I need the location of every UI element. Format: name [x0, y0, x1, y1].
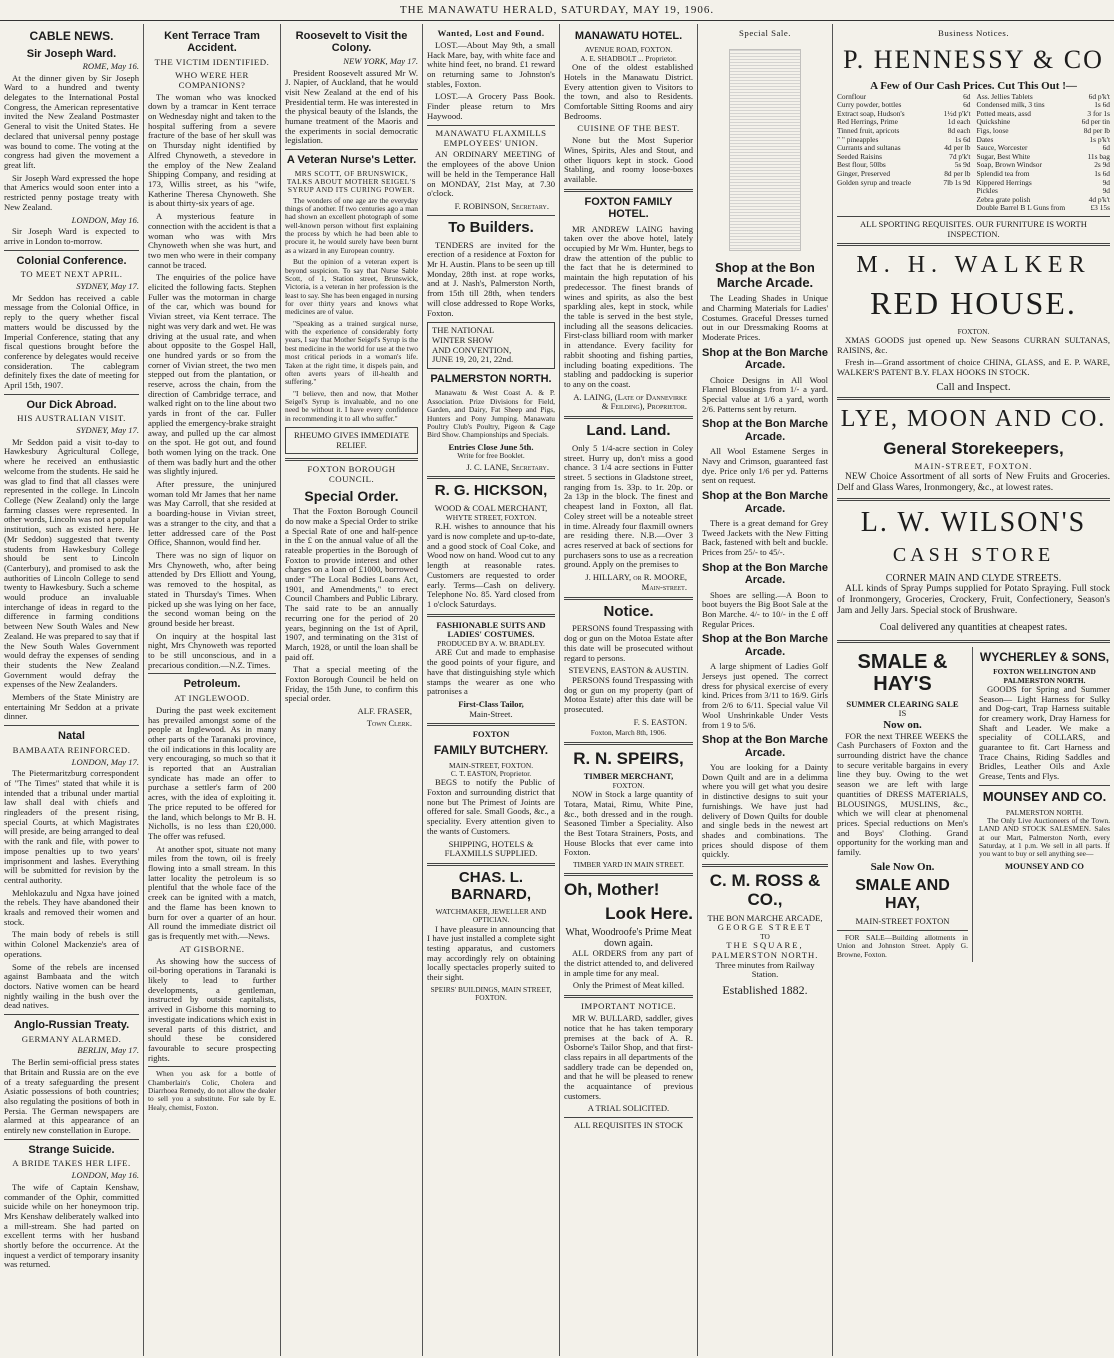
article-text: After pressure, the uninjured woman told Mr James that her name was May Carroll, that she resided at a boarding-house in Vivian street, was a stranger to the city, and that a letter addressed care of the Post Office, Shannon, would find her. [148, 479, 276, 548]
divider [564, 1117, 693, 1118]
price-item: Sugar, Best White [976, 151, 1031, 161]
advert-heading: MANAWATU HOTEL. [574, 30, 683, 42]
advert-line: AVENUE ROAD, FOXTON. [584, 45, 673, 55]
advert-line: ALL REQUISITES IN STOCK [573, 1120, 684, 1131]
advert-text: ALL kinds of Spray Pumps supplied for Potato Spraying. Full stock of Ironmongery, Groceries, Crockery, Fruit, Confectionery, Season's Jam and Jelly Jars. Special stock of Brushware. [837, 584, 1110, 616]
price-value: 9d [1102, 177, 1110, 187]
price-item: Condensed milk, 3 tins [976, 100, 1045, 110]
advert-text: PERSONS found Trespassing with dog or gun on my property (part of Motoa Estate) after this date will be prosecuted. [564, 674, 693, 715]
price-value: 6d [1102, 143, 1110, 153]
price-value: 1s 6d [1094, 100, 1110, 110]
article-subheading: HIS AUSTRALIAN VISIT. [17, 413, 126, 424]
advert-text: ALL ORDERS from any part of the district attended to, and delivered in ample time for any meal. [564, 948, 693, 978]
advert-line: First-Class Tailor, [458, 698, 524, 709]
section-heading: Special Sale. [739, 28, 791, 38]
advert-text: BEGS to notify the Public of Foxton and surrounding district that none but The Primest of Joints are offered for sale. Small Goods, &c., a speciality. Every attention given to the wants of Customers. [427, 777, 555, 836]
advert-line: Foxton, March 8th, 1906. [590, 728, 667, 738]
advert-text: R.H. wishes to announce that his yard is now complete and up-to-date, and a good stock of Coal Coke, and Wood now on hand. Wood cut to any length at reasonable rates. Customers are requested to order early. Terms—Cash on delivery. Telephone No. 85. Yard closed from 1 o'clock Saturdays. [427, 521, 555, 609]
price-value: 6d per tin [1081, 117, 1110, 127]
advert-heading: L. W. WILSON'S [860, 506, 1087, 538]
price-item: Zebra grate polish [976, 194, 1031, 204]
article-text: "I believe, then and now, that Mother Seigel's Syrup is invaluable, and no one need be without it. I have every confidence in recommending it to all who suffer." [285, 388, 418, 423]
article-text: Sir Joseph Ward is expected to arrive in London to-morrow. [4, 226, 139, 246]
advert-text: MR ANDREW LAING having taken over the above hotel, lately occupied by Mr Wm. Hunter, begs to draw the attention of the public to the fact that he is determined to maintain the high reputation of his predecessor. The finest brands of wines and spirits, as also the best sparkling ales, kept in stock, while the table is served in the best style, including all the seasons delicacies. First-class billiard room with marker in attendance. Every facility for rabbit shooting and fishing parties, including boating expeditions. The stabling and paddocking is superior to any on the coast. [564, 223, 693, 389]
article-subheading: AT GISBORNE. [179, 943, 245, 954]
article-heading: Sir Joseph Ward. [26, 47, 117, 60]
small-advert: When you ask for a bottle of Chamberlain's Colic, Cholera and Diarrhoea Remedy, do not allow the dealer to sell you a substitute. For sale by E. Healy, chemist, Foxton. [148, 1069, 276, 1112]
price-item: Figs, loose [976, 126, 1009, 136]
article-heading: Our Dick Abroad. [26, 398, 117, 411]
article-text: Mehlokazulu and Ngxa have joined the rebels. They have abandoned their kraals and removed their women and stock. [4, 887, 139, 927]
advert-text: XMAS GOODS just opened up. New Seasons CURRAN SULTANAS, RAISINS, &c. [837, 334, 1110, 355]
dateline: LONDON, May 17. [71, 756, 139, 767]
advert-heading: Shop at the Bon Marche Arcade. [702, 561, 828, 587]
article-text: Sir Joseph Ward expressed the hope that Americs would soon enter into a restricted penny postage treaty with New Zealand. [4, 172, 139, 212]
price-value: 3 for 1s [1087, 108, 1110, 118]
advert-heading: Shop at the Bon Marche Arcade. [702, 734, 828, 759]
article-text: The wonders of one age are the everyday things of another. If two centuries ago a man had shown an excellent photograph of some well-known person without first explaining the process by which he had been able to procure it, he would surely have been burnt as a wizard in any European country. [285, 195, 418, 255]
signature: F. S. EASTON. [633, 716, 687, 727]
advert-text: Only 5 1/4-acre section in Coley street. Hurry up, don't miss a good chance. 3 1/4 acre sections in Futter street. 5 sections in Gladstone street, ranging from 1s. 33p. to 1r. 20p. or 2a 13p in the block. The finest and cheapest land in Foxton, all flat. Coley street will be a noteable street in time. Already four flaxmill owners are residing there. N.B.—Over 3 acres reserved at back of sections for purchasers sons to use as a recreation ground. Apply on the premises to [564, 442, 693, 570]
divider [285, 458, 418, 461]
advert-line: Only the Primest of Meat killed. [572, 980, 685, 991]
advert-line: MAIN-STREET, FOXTON. [914, 461, 1033, 472]
advert-line: WHYTE STREET, FOXTON. [445, 513, 537, 523]
price-value: 7d p'k't [949, 151, 971, 161]
advert-line: TIMBER MERCHANT, [583, 771, 674, 782]
price-item: Splendid tea from [976, 168, 1030, 178]
advert-line: AND CONVENTION, [432, 344, 512, 355]
price-value: 1s p'k't [1089, 134, 1110, 144]
notice-text: That the Foxton Borough Council do now make a Special Order to strike a Special Rate of one and half-pence in the £ on the annual value of all the rateable properties in the Borough of Foxton to provide interest and other charges on a loan of £1000, borrowed under "The Local Bodies Loans Act, 1901, and Amendments," to erect Council Chambers and Public Library. The said rate to be an annually recurring one for the period of 20 years, beginning on the 1st of April, 1907, and terminating on the 31st of March, 1928, or until the loan shall be paid off. [285, 506, 418, 662]
advert-line: TIMBER YARD IN MAIN STREET. [572, 860, 685, 870]
advert-text: A large shipment of Ladies Golf Jerseys just opened. The correct dress for physical exercise of every kind. Prices from 3/11 to 16/9. Girls from 2/6 to 6/11. Special value Vil Wool Unshrinkable Under Vests from 1 9 to 5/6. [702, 661, 828, 730]
article-text: The Pietermaritzburg correspondent of "The Times" stated that while it is intended that a tribunal under martial law shall deal with chiefs and ringleaders of the present rising, special Courts, at which Magistrates will preside, are being arranged to deal with the rank and file, with power to impose penalties up to two years' imprisonment and lashes. Everything will be submitted for revision by the central authority. [4, 768, 139, 885]
signature: Town Clerk. [366, 717, 412, 728]
notice-title: Special Order. [304, 488, 399, 505]
signature: A. LAING, (Late of Dannevirke & Feilding), Proprietor. [573, 391, 687, 412]
advert-line: SHIPPING, HOTELS & FLAXMILLS SUPPLIED. [444, 838, 538, 859]
article-text: Members of the State Ministry are entertaining Mr Seddon at a private dinner. [4, 692, 139, 722]
advert-heading: FOXTON FAMILY HOTEL. [584, 195, 673, 221]
advert-line: FOXTON [472, 729, 510, 740]
advert-subheading: CUISINE OF THE BEST. [577, 123, 680, 134]
price-item: Ass. Jellies Tablets [976, 91, 1033, 101]
column-news-3 [281, 26, 422, 1354]
article-subheading: MRS SCOTT, OF BRUNSWICK, TALKS ABOUT MOTHER SEIGEL'S SYRUP AND ITS CURING POWER. [286, 168, 417, 195]
advert-heading: FASHIONABLE SUITS AND LADIES' COSTUMES. [436, 619, 546, 640]
article-text: As showing how the success of oil-boring operations in Taranaki is likely to lead to further developments, a gentleman, instructed by outside capitalists, arrived in Gisborne this morning to investigate indications which exist in several parts of this district, and should these be considered favourable to secure prospecting rights. [148, 955, 276, 1063]
article-text: During the past week excitement has prevailed amongst some of the people at Inglewood. As in many other parts of the Taranaki province, the oil indications in this locality are very encouraging, so much so that it is reported that an Australian syndicate has made an offer to purchase a settler's farm of 200 acres, with the idea of exploiting it. The price reputed to be offered for the land, which belongs to Mr B. H. Nicholls, is no less than £20,000. The offer was refused. [148, 704, 276, 841]
dateline: BERLIN, May 17. [77, 1045, 139, 1056]
article-text: Mr Seddon paid a visit to-day to Hawkesbury Agricultural College, where he received an enthusiastic welcome from the students. He said he was glad to find that all classes were represented in the college. In Lincoln College (New Zealand) only the large farming classes were represented. In other words, Lincoln was not a popular institution, such as existed here. He (Mr Seddon) suggested that twenty students from Hawkesbury College should be sent to Lincoln (Canterbury), and promised to ask the authorities of Lincoln College to send twenty to Hawkesbury. Such a scheme would produce an invaluable interchange of ideas in regard to the difference in farming conditions between New South Wales and New Zealand. He was prepared to say that if the New South Wales Government would defray the expenses of sending their students the New Zealand Government would defray the expenses of the New Zealanders. [4, 436, 139, 690]
advert-heading: Shop at the Bon Marche Arcade. [702, 418, 828, 443]
advert-line: FOXTON. [957, 326, 990, 336]
column-adverts-1 [423, 26, 559, 1354]
advert-heading: Notice. [603, 602, 654, 620]
advert-text: Fresh in—Grand assortment of choice CHINA, GLASS, and E. P. WARE, WALKER'S PATENT B.Y. FLAX HOOKS IN STOCK. [837, 357, 1110, 377]
article-subheading: WHO WERE HER COMPANIONS? [175, 69, 249, 90]
price-value: 8d per lb [1083, 126, 1110, 136]
price-row [977, 204, 1111, 213]
divider [285, 149, 418, 150]
price-item: Red Herrings, Prime [837, 117, 898, 127]
article-heading: Colonial Conference. [16, 254, 127, 267]
advert-line: WINTER SHOW [432, 334, 493, 345]
price-item: Ginger, Preserved [837, 168, 891, 178]
divider [979, 785, 1110, 786]
article-heading: Natal [58, 730, 85, 743]
advert-line: THE BON MARCHE ARCADE, [707, 912, 823, 923]
column-business [833, 26, 1114, 1354]
article-heading: Roosevelt to Visit the Colony. [295, 30, 408, 55]
article-heading: Strange Suicide. [28, 1143, 115, 1156]
advert-text: LOST.—A Grocery Pass Book. Finder please return to Mrs Haywood. [427, 91, 555, 121]
signature: J. C. LANE, Secretary. [466, 461, 549, 472]
wycherley-mounsey-advert [979, 647, 1110, 963]
advert-text: All Wool Estamene Serges in Navy and Crimson, guaranteed fast dye. Price only 1/6 per yd. Patterns sent on request. [702, 446, 828, 486]
advert-text: You are looking for a Dainty Down Quilt and are in a delimma where you will get what you desire in distinctive designs to suit your furnishings. We have just had delivery of Down Quilts for double and single beds in the newest art shades and combinations. The prices should dispose of them quickly. [702, 762, 828, 860]
advert-line: PALMERSTON NORTH. [1005, 807, 1084, 817]
advert-heading: To Builders. [448, 218, 534, 236]
divider [4, 1139, 139, 1140]
divider [564, 597, 693, 600]
article-heading: Anglo-Russian Treaty. [13, 1019, 130, 1032]
advert-line: Coal delivered any quantities at cheapest rates. [879, 622, 1068, 634]
divider [427, 215, 555, 216]
advert-text: I have pleasure in announcing that I have just installed a complete sight testing apparatus, and customers may accordingly rely on obtaining locally spectacles properly suited to their sight. [427, 923, 555, 983]
advert-line: THE NATIONAL [432, 325, 495, 336]
divider [4, 725, 139, 726]
signature: F. ROBINSON, Secretary. [454, 200, 549, 211]
advert-line: JUNE 19, 20, 21, 22nd. [432, 354, 514, 365]
advert-text: Choice Designs in All Wool Flannel Blousings from 1/- a yard. Special value at 1/6 a yard, worth 2/6. Patterns sent by return. [702, 374, 828, 414]
article-text: At another spot, situate not many miles from the town, oil is freely flowing into a small stream. In this latter locality the petroleum is so plentiful that the whole face of the creek can be ignited with a match, and the flame has been known to burn for over a quarter of an hour. All round the immediate district oil gas is frequently met with.—News. [148, 843, 276, 941]
signature: STEVENS, EASTON & AUSTIN. [568, 665, 689, 676]
signature: J. HILLARY, or R. MOORE, Main-street. [585, 572, 687, 592]
price-item: Dates [976, 134, 994, 144]
article-subheading: BAMBAATA REINFORCED. [12, 744, 131, 755]
advert-text: None but the Most Superior Wines, Spirits, Ales and Stout, and other liquors kept in stock. Good Stabling, and roomy loose-boxes available. [564, 135, 693, 185]
advert-line: Now on. [883, 719, 922, 732]
advert-line: WATCHMAKER, JEWELLER AND OPTICIAN. [435, 906, 547, 925]
advert-line: SUMMER CLEARING SALE [846, 698, 959, 709]
advert-line: TO [760, 931, 770, 941]
price-value: 9d [1102, 186, 1110, 196]
price-value: 6d p'k't [1088, 91, 1110, 101]
masthead [0, 0, 1114, 21]
advert-text: There is a great demand for Grey Tweed Jackets with the New Fitting Back, fastened with belt and buckle. Prices from 25/- to 45/-. [702, 517, 828, 558]
price-item: Sauce, Worcester [976, 143, 1028, 153]
advert-line: FOXTON WELLINGTON AND PALMERSTON NORTH. [993, 667, 1096, 685]
article-text: "Speaking as a trained surgical nurse, with the experience of considerably forty years, I say that Mother Seigel's Syrup is the best medicine in the world for use at the two most critical periods in a woman's life. Taken at the right time, it dispels pain, and often averts years of ill-health and suffering." [285, 318, 418, 387]
dateline: ROME, May 16. [82, 60, 139, 71]
advert-line: WOOD & COAL MERCHANT, [434, 503, 548, 514]
bottom-adverts [837, 647, 1110, 963]
masthead-title: THE MANAWATU HERALD, SATURDAY, MAY 19, 1906. [399, 4, 715, 16]
advert-heading: FAMILY BUTCHERY. [433, 743, 549, 758]
advert-text: The Only Live Auctioneers of the Town. LAND AND STOCK SALESMEN. Sales at our Mart, Palmerston North, every Saturday, at 1 p.m. We sell in all parts. If you want to buy or sell anything see— [979, 815, 1110, 859]
price-value: 11s bag [1087, 151, 1110, 161]
advert-line: Write for free Booklet. [457, 451, 525, 461]
article-subheading: AT INGLEWOOD. [174, 692, 250, 703]
advert-heading: C. M. ROSS & CO., [709, 871, 821, 910]
price-item: Tinned fruit, apricots [837, 126, 900, 136]
advert-heading: Look Here. [605, 903, 693, 923]
advert-heading: PALMERSTON NORTH. [430, 373, 552, 386]
price-item: Quickshine [976, 117, 1011, 127]
advert-text: FOR SALE—Building allotments in Union and Johnston Street. Apply G. Browne, Foxton. [837, 933, 968, 959]
advert-text: Manawatu & West Coast A. & P. Association. Prize Divisions for Field, Garden, and Dairy, Fat Sheep and Pigs, Hunters and Pony Jumping. Manawatu Poultry Club's Poultry, Pigeon & Cage Bird Show. Championships and Specials. [427, 388, 555, 440]
advert-line: IS [898, 708, 907, 719]
price-column-left [837, 93, 971, 213]
price-value: 7lb 1s 9d [943, 177, 971, 187]
divider [148, 1066, 276, 1067]
notice-heading: FOXTON BOROUGH COUNCIL. [307, 464, 396, 485]
advert-line: Sale Now On. [870, 860, 935, 873]
divider [837, 930, 968, 931]
price-item: Currants and sultanas [837, 143, 901, 153]
price-row [837, 179, 971, 188]
divider [4, 250, 139, 251]
dateline: SYDNEY, May 17. [76, 280, 139, 291]
divider [427, 476, 555, 479]
advert-heading: SMALE AND HAY, [855, 877, 950, 913]
dateline: NEW YORK, May 17. [343, 55, 418, 66]
divider [427, 125, 555, 126]
article-heading: Petroleum. [183, 678, 241, 691]
section-heading: Wanted, Lost and Found. [437, 28, 545, 38]
dateline: LONDON, May 16. [71, 214, 139, 225]
price-value: 1½d p'k't [943, 108, 971, 118]
advert-heading: Shop at the Bon Marche Arcade. [702, 490, 828, 515]
article-heading: Kent Terrace Tram Accident. [164, 30, 260, 55]
advert-heading: Shop at the Bon Marche Arcade. [702, 346, 828, 372]
price-value: 4d per lb [944, 143, 971, 153]
advert-line: MAIN-STREET, FOXTON. [448, 760, 534, 770]
price-item: Kippered Herrings [976, 177, 1032, 187]
notice-text: That a special meeting of the Foxton Borough Council be held on Friday, the 15th June, to confirm this special order. [285, 664, 418, 704]
price-list [837, 93, 1110, 213]
advert-line: A TRIAL SOLICITED. [587, 1103, 670, 1114]
advert-text: FOR the next THREE WEEKS the Cash Purchasers of Foxton and the surrounding district have the chance to secure veritable bargains in every line they buy. Owing to the wet season we are left with large quantities of DRESS MATERIALS, BLOUSINGS, MUSLINS, &c., which we will clear at phenomenal prices. Special reductions on Men's and Boys' Clothing. Grand opportunity for the working man and family. [837, 730, 968, 858]
advert-text: TENDERS are invited for the erection of a residence at Foxton for Mr H. Austin. Plans to be seen up till Monday, 28th inst. at rope works, and at J. Nash's, Palmerston North, from 15th till 28th, when tenders will close addressed to Rope Works, Foxton. [427, 239, 555, 318]
divider [837, 498, 1110, 501]
advert-line: PALMERSTON NORTH. [711, 949, 819, 960]
price-value: 1s 6d [954, 134, 971, 144]
divider [564, 416, 693, 419]
advert-text: The Leading Shades in Unique and Charming Materials for Ladies' Costumes. Graceful Dresses turned out in our Dressmaking Rooms at Moderate Prices. [702, 293, 828, 343]
article-text: Some of the rebels are incensed against Bambaata and the witch doctors. Native women can be heard nightly wailing in the bush over the dead natives. [4, 961, 139, 1011]
column-news [0, 26, 143, 1354]
advert-heading: General Storekeepers, [883, 439, 1064, 459]
advert-heading: R. G. HICKSON, [434, 482, 548, 500]
price-value: 5s 9d [954, 160, 971, 170]
divider [702, 864, 828, 867]
advert-heading: CASH STORE [892, 544, 1055, 567]
article-text: But the opinion of a veteran expert is beyond suspicion. To say that Nurse Sable Scott, of 1, Station street, Brunswick, Victoria, is a veteran in her profession is the least to say. She has been engaged in nursing for over thirty years and knows what medicines are of value. [285, 257, 418, 317]
article-subheading: TO MEET NEXT APRIL. [20, 269, 123, 280]
advert-heading: CHAS. L. BARNARD, [451, 868, 531, 903]
article-text: A mysterious feature in connection with the accident is that a woman who was with Mrs Chynoweth when she was hurt, and two men who were in their company cannot be traced. [148, 211, 276, 270]
advert-text: MR W. BULLARD, saddler, gives notice that he has taken temporary premises at the back of A. R. Osborne's Tailor Shop, and that first-class repairs in all departments of the saddlery trade can be depended on, and that he will be pleased to renew the acquaintance of previous customers. [564, 1013, 693, 1101]
divider [427, 614, 555, 617]
article-text: The main body of rebels is still within Colonel Mackenzie's area of operations. [4, 929, 139, 959]
advert-heading: Oh, Mother! [564, 880, 660, 900]
advert-line: Established 1882. [722, 983, 808, 998]
divider [564, 742, 693, 745]
price-item: " " pineapples [837, 134, 879, 144]
smale-hay-advert [837, 647, 973, 963]
advert-subheading: IMPORTANT NOTICE. [580, 1001, 677, 1012]
article-subheading: GERMANY ALARMED. [21, 1033, 122, 1044]
article-text: There was no sign of liquor on Mrs Chynoweth, who, after being attended by Drs Elliott and Young, was removed to the hospital, as stated in Thursday's Times. When picked up she was lying on her face, the second woman being on the ground beside her breast. [148, 550, 276, 628]
advert-line: C. T. EASTON, Proprietor. [450, 769, 532, 778]
section-heading: CABLE NEWS. [29, 29, 114, 43]
advert-text: LOST.—About May 9th, a small Hack Mare, bay, with white face and white hind feet, no brand. £1 reward on returning same to Johnston's stables, Foxton. [427, 39, 555, 89]
signature: ALF. FRASER, [357, 706, 412, 717]
article-text: The Berlin semi-official press states that Britain and Russia are on the eve of a treaty safeguarding the present Asiatic possessions of both countries; also regulating the positions of both in Persia. The German newspapers are alarmed at this appearance of an entirely new constellation in Europe. [4, 1057, 139, 1136]
price-item: Pickles [976, 186, 998, 196]
divider [564, 873, 693, 876]
article-subheading: A BRIDE TAKES HER LIFE. [12, 1158, 131, 1169]
advert-line: A. E. SHADBOLT ... Proprietor. [580, 53, 677, 63]
dateline: LONDON, May 16. [71, 1170, 139, 1181]
advert-line: A Few of Our Cash Prices. Cut This Out !— [870, 80, 1077, 93]
price-value: 1s 6d [1094, 168, 1110, 178]
advert-text: AN ORDINARY MEETING of the employees of the above Union will be held in the Temperance Hall on MONDAY, 21st May, at 7.30 o'clock. [427, 149, 555, 199]
price-item: Soap, Brown Windsor [976, 160, 1042, 170]
divider [564, 995, 693, 998]
price-item: Double Barrel B L Guns from [976, 203, 1066, 213]
advert-text: NEW Choice Assortment of all sorts of New Fruits and Groceries. Delf and Glass Wares, Ironmongery, &c., at lowest rates. [837, 472, 1110, 493]
rheumo-advert: RHEUMO GIVES IMMEDIATE RELIEF. [285, 427, 418, 454]
advert-line: CORNER MAIN AND CLYDE STREETS. [885, 572, 1062, 584]
article-heading: A Veteran Nurse's Letter. [286, 154, 417, 167]
advert-line: FOXTON. [612, 780, 645, 790]
price-item: Seeded Raisins [837, 151, 882, 161]
divider [427, 723, 555, 726]
advert-line: MAIN-STREET FOXTON [855, 916, 950, 927]
divider [837, 397, 1110, 400]
advert-heading: MANAWATU FLAXMILLS EMPLOYEES' UNION. [435, 127, 547, 148]
advert-line: MOUNSEY AND CO [1005, 860, 1084, 871]
column-adverts-3 [698, 26, 832, 1354]
advert-heading: RED HOUSE. [870, 285, 1077, 322]
price-item: Curry powder, bottles [837, 100, 902, 110]
divider [837, 216, 1110, 217]
price-item: Best flour, 50lbs [837, 160, 886, 170]
divider [564, 189, 693, 192]
advert-heading: M. H. WALKER [856, 252, 1091, 279]
price-value: 6d [963, 91, 971, 101]
advert-text: GOODS for Spring and Summer Season— Light Harness for Sulky and Dog-cart, Trap Harness suitable for creamery work, Dray Harness for Shaft and Leader. We make a speciality of COLLARS, and guarantee to fit. Cart Harness and Trace Chains, Riding Saddles and Bridles, Leather Oils and Axle Grease, Tents and Flys. [979, 683, 1110, 782]
advert-heading: Shop at the Bon Marche Arcade. [702, 633, 828, 658]
advert-text: ARE Cut and made to emphasise the good points of your figure, and have that distinguishing style which stamps the wearer as one who patronises a [427, 647, 555, 697]
advert-line: Call and Inspect. [936, 380, 1011, 393]
advert-line: PRODUCED BY A. W. BRADLEY. [437, 639, 545, 649]
advert-line: THE SQUARE, [726, 940, 804, 951]
article-text: At the dinner given by Sir Joseph Ward to a hundred and twenty delegates to the International Postal Congress, the American representative invited the New Zealand Postmaster General to visit the United States. He declared that universal penny postage was bound to come. The voting at the congress had given the movement a great lift. [4, 72, 139, 170]
advert-heading: Land. Land. [586, 422, 671, 440]
advert-line: ALL SPORTING REQUISITES. OUR FURNITURE IS WORTH INSPECTION. [860, 218, 1087, 239]
divider [837, 640, 1110, 643]
price-value: 4d p'k't [1088, 194, 1110, 204]
price-item: Cornflour [837, 91, 867, 101]
advert-heading: WYCHERLEY & SONS, [979, 649, 1110, 664]
advert-heading: SMALE & HAY'S [857, 650, 948, 696]
advert-heading: P. HENNESSY & CO [843, 44, 1104, 74]
price-value: 1d each [947, 117, 971, 127]
advert-line: SPEIRS' BUILDINGS, MAIN STREET, FOXTON. [430, 984, 552, 1003]
price-value: 8d per lb [944, 168, 971, 178]
price-value: 6d [963, 100, 971, 110]
winter-show-box [427, 322, 555, 369]
article-text: Mr Seddon has received a cable message from the Colonial Office, in reply to the query whether fiscal matters would be discussed by the Imperial Conference, stating that any fiscal questions brought before the conference by delegates would receive consideration. The cablegram definitely fixes the date of meeting for April 15th, 1907. [4, 292, 139, 391]
advert-line: Main-Street. [469, 708, 513, 719]
divider [148, 673, 276, 674]
advert-heading: LYE, MOON AND CO. [840, 406, 1107, 433]
article-text: On inquiry at the hospital last night, Mrs Chynoweth was reported to be still unconscious, and in a precarious condition.—N.Z. Times. [148, 630, 276, 670]
advert-text: One of the oldest established Hotels in the Manawatu District. Every attention given to Visitors to the town, and also to Residents. Comfortable Sitting Rooms and airy Bedrooms. [564, 62, 693, 121]
advert-heading: Shop at the Bon Marche Arcade. [715, 259, 815, 290]
dateline: SYDNEY, May 17. [76, 425, 139, 436]
article-text: The wife of Captain Kenshaw, commander of the Ophir, committed suicide while on her honeymoon trip. Mrs Kenshaw deliberately walked into a mill-stream. She had parted on excellent terms with her husband shortly before the occurrence. At the inquest a verdict of temporary insanity was returned. [4, 1181, 139, 1270]
divider [4, 1014, 139, 1015]
section-heading: Business Notices. [937, 28, 1010, 38]
price-item: Golden syrup and treacle [837, 177, 912, 187]
advert-text: PERSONS found Trespassing with dog or gun on the Motoa Estate after this date will be prosecuted without regard to persons. [564, 623, 693, 663]
price-item: Potted meats, assd [976, 108, 1031, 118]
column-news-2 [144, 26, 280, 1354]
advert-heading: MOUNSEY AND CO. [982, 788, 1107, 804]
article-text: The woman who was knocked down by a tramcar in Kent terrace on Wednesday night and taken to the hospital suffering from a severe fracture of the base of her skull was on Thursday night identified by Alfred Chynoweth, a stevedore in the employ of the New Zealand Shipping Company, and residing at 173, Willis street, as his "wife, Katherine Theresa Chynoweth. She is about thirty-six years of age. [148, 91, 276, 209]
article-text: The enquiries of the police have elicited the following facts. Stephen Fuller was the motorman in charge of the car, which was bound for Vivian street, via Kent terrace. The night was very dark and wet. He was driving at the usual rate, and when about opposite to the Gospel Hall, one hundred yards or so from the corner of Vivian street, the two men stepped out from the plantation, or reserve, across the chain, from the direction of Cambridge terrace, and walked right on to the line about two yards in front of the car. Fuller applied the emergency-brake straight away, and pulled up the car almost on the spot. He got out, and found both women lying on the track. One of them was badly hurt and the other was slightly injured. [148, 272, 276, 477]
article-text: President Roosevelt assured Mr W. J. Napier, of Auckland, that he would visit New Zealand at the end of his Presidential term. He was interested in the physical beauty of the Islands, the humane treatment of the Maoris and the experiments in social democratic legislation. [285, 67, 418, 146]
divider [4, 394, 139, 395]
divider [427, 863, 555, 866]
advert-line: GEORGE STREET [717, 922, 813, 933]
price-value: £3 15s [1090, 203, 1110, 213]
faded-figure-image [729, 49, 801, 251]
advert-heading: R. N. SPEIRS, [573, 748, 684, 768]
price-value: 2s 9d [1094, 160, 1110, 170]
advert-line: Entries Close June 5th. [448, 441, 534, 452]
advert-line: What, Woodroofe's Prime Meat down again. [565, 926, 692, 950]
advert-line: Three minutes from Railway Station. [715, 959, 815, 980]
divider [837, 243, 1110, 246]
article-subheading: THE VICTIM IDENTIFIED. [154, 56, 270, 67]
column-adverts-2 [560, 26, 697, 1354]
advert-text: Shoes are selling.—A Boon to boot buyers the Big Boot Sale at the Bon Marche. 4/- to 10/- in the £ off Regular Prices. [702, 589, 828, 629]
advert-text: NOW in Stock a large quantity of Totara, Matai, Rimu, White Pine, &c., both dressed and in the rough. Seasoned Timber a Speciality. Also the Best Totara Strainers, Posts, and House Blocks that ever came into Foxton. [564, 789, 693, 858]
price-item: Extract soap, Hudson's [837, 108, 905, 118]
price-value: 8d each [947, 126, 971, 136]
price-column-right [977, 93, 1111, 213]
